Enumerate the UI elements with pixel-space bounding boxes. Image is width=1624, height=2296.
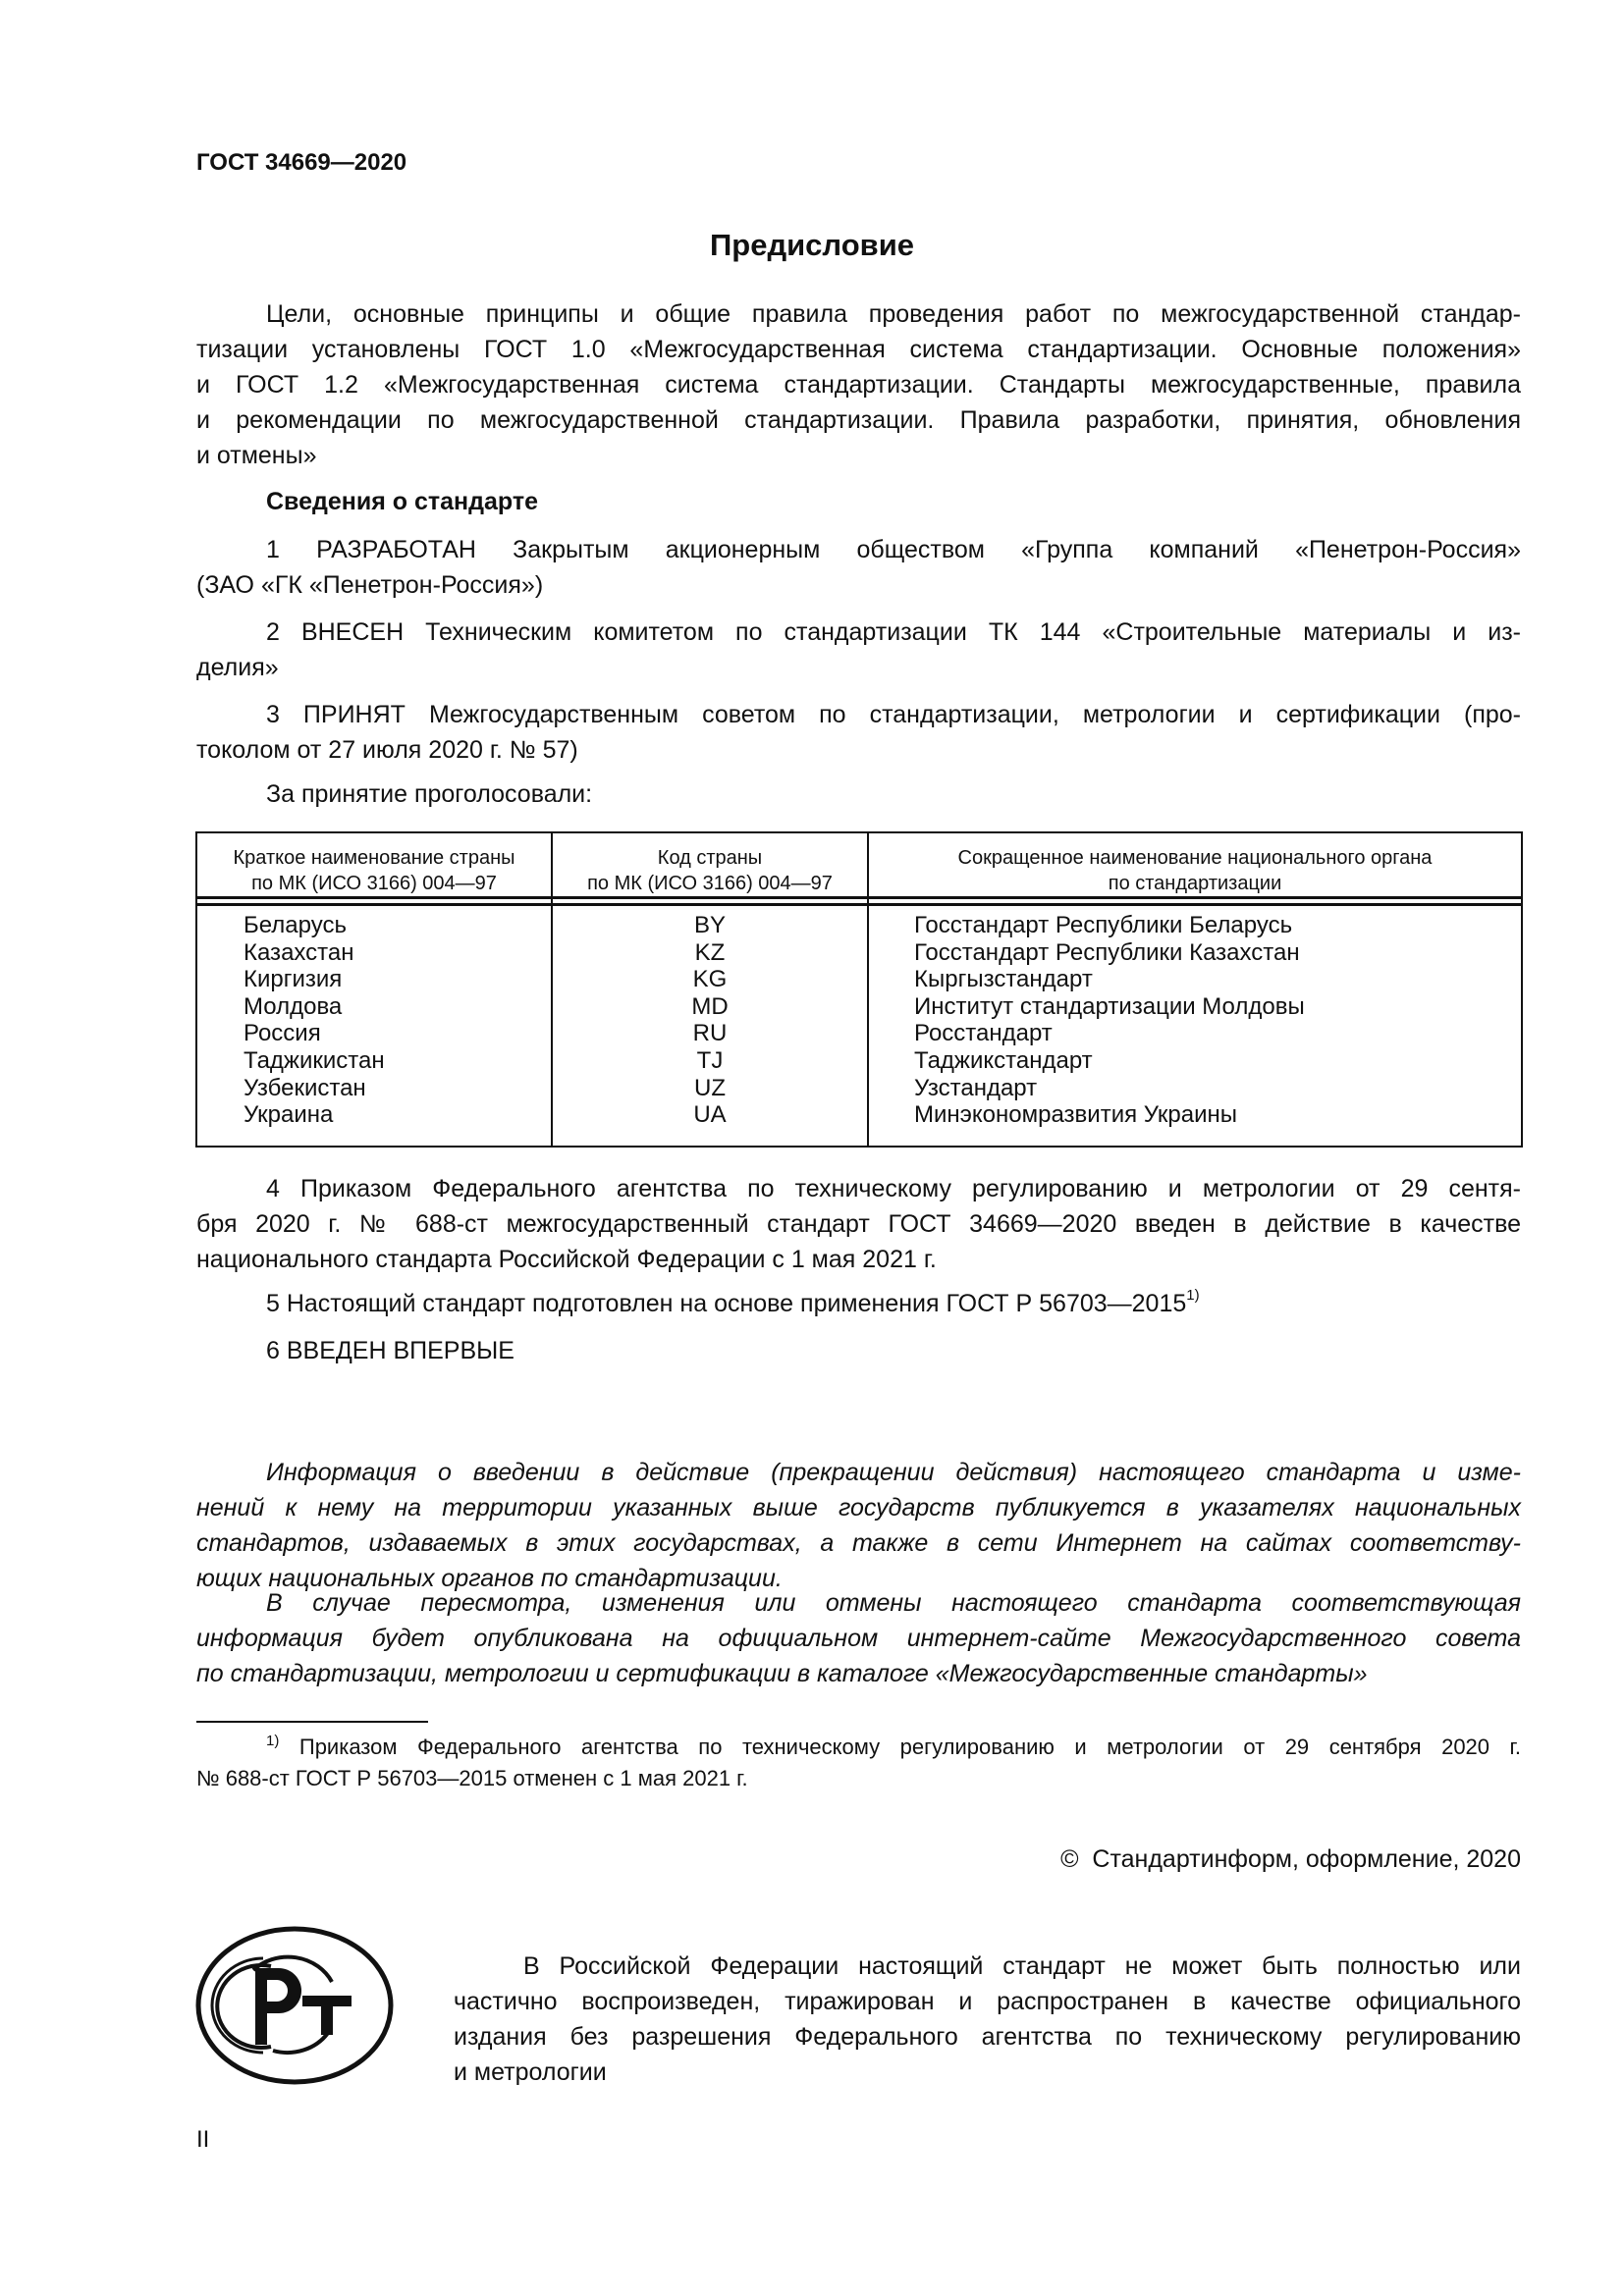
text-line: Цели, основные принципы и общие правила проведения работ по межгосударственной стандар- bbox=[266, 300, 1521, 328]
table-cell: Киргизия bbox=[244, 966, 343, 993]
info-paragraph-1 bbox=[196, 1455, 1521, 1596]
table-cell: Кыргызстандарт bbox=[914, 966, 1093, 993]
table-cell: Россия bbox=[244, 1020, 321, 1047]
table-cell: KG bbox=[692, 966, 728, 993]
table-cell: Таджикстандарт bbox=[914, 1046, 1093, 1074]
table-cell: RU bbox=[692, 1020, 728, 1047]
footnote-line: Приказом Федерального агентства по техническому регулированию и метрологии от 29 сентября 2020 г. bbox=[298, 1735, 1521, 1759]
text-line: В случае пересмотра, изменения или отмены настоящего стандарта соответствующая bbox=[266, 1589, 1521, 1617]
text-line: и ГОСТ 1.2 «Межгосударственная система стандартизации. Стандарты межгосударственные, правила bbox=[196, 371, 1521, 399]
text-line: (ЗАО «ГК «Пенетрон-Россия») bbox=[196, 571, 544, 599]
item-3 bbox=[196, 697, 1521, 768]
text-line: по стандартизации, метрологии и сертификации в каталоге «Межгосударственные стандарты» bbox=[196, 1660, 1368, 1687]
header-line: Код страны bbox=[657, 847, 763, 869]
voting-table bbox=[195, 831, 1523, 1148]
copyright: © Стандартинформ, оформление, 2020 bbox=[1060, 1845, 1521, 1873]
header-line: по МК (ИСО 3166) 004—97 bbox=[587, 873, 833, 894]
page-title: Предисловие bbox=[709, 228, 914, 262]
header-line: по стандартизации bbox=[1108, 873, 1282, 894]
table-cell: UA bbox=[693, 1101, 727, 1129]
table-cell: Узстандарт bbox=[914, 1074, 1038, 1101]
item-5-text: 5 Настоящий стандарт подготовлен на основе применения ГОСТ Р 56703—2015 bbox=[266, 1290, 1187, 1317]
info-paragraph-2 bbox=[196, 1585, 1521, 1691]
header-country bbox=[197, 845, 551, 896]
footnote-mark: 1) bbox=[266, 1733, 280, 1749]
table-cell: MD bbox=[691, 992, 729, 1020]
table-cell: Институт стандартизации Молдовы bbox=[914, 992, 1305, 1020]
footnote-rule bbox=[196, 1721, 428, 1723]
rights-notice bbox=[454, 1949, 1521, 2090]
page-number: II bbox=[196, 2126, 210, 2153]
table-cell: KZ bbox=[694, 938, 726, 966]
text-line: нений к нему на территории указанных выше государств публикуется в указателях национальных bbox=[196, 1494, 1521, 1522]
table-cell: TJ bbox=[696, 1046, 724, 1074]
text-line: национального стандарта Российской Федерации с 1 мая 2021 г. bbox=[196, 1246, 937, 1273]
text-line: тизации установлены ГОСТ 1.0 «Межгосударственная система стандартизации. Основные положения» bbox=[196, 336, 1521, 363]
table-cell: Казахстан bbox=[244, 938, 354, 966]
header-line: Сокращенное наименование национального органа bbox=[957, 847, 1433, 869]
text-line: Информация о введении в действие (прекращении действия) настоящего стандарта и изме- bbox=[266, 1459, 1521, 1486]
text-line: и метрологии bbox=[454, 2058, 607, 2086]
item-2 bbox=[196, 614, 1521, 685]
text-line: информация будет опубликована на официальном интернет-сайте Межгосударственного совета bbox=[196, 1625, 1521, 1652]
text-line: и отмены» bbox=[196, 442, 317, 469]
header-rule bbox=[197, 903, 1521, 906]
table-cell: Молдова bbox=[244, 992, 343, 1020]
text-line: бря 2020 г. № 688-ст межгосударственный стандарт ГОСТ 34669—2020 введен в действие в качестве bbox=[196, 1210, 1521, 1238]
table-cell: Росстандарт bbox=[914, 1020, 1053, 1047]
text-line: стандартов, издаваемых в этих государствах, а также в сети Интернет на сайтах соответству- bbox=[196, 1529, 1521, 1557]
text-line: токолом от 27 июля 2020 г. № 57) bbox=[196, 736, 578, 764]
countries-column bbox=[244, 912, 385, 1129]
item-4 bbox=[196, 1171, 1521, 1277]
bodies-column bbox=[914, 912, 1305, 1129]
voted-label: За принятие проголосовали: bbox=[266, 780, 593, 808]
item-6: 6 ВВЕДЕН ВПЕРВЫЕ bbox=[266, 1337, 514, 1364]
footnote-line: № 688-ст ГОСТ Р 56703—2015 отменен с 1 мая 2021 г. bbox=[196, 1766, 748, 1790]
text-line: 1 РАЗРАБОТАН Закрытым акционерным обществом «Группа компаний «Пенетрон-Россия» bbox=[266, 536, 1521, 563]
table-cell: Минэкономразвития Украины bbox=[914, 1101, 1238, 1129]
header-code bbox=[553, 845, 867, 896]
header-rule bbox=[197, 896, 1521, 899]
item-5 bbox=[266, 1286, 1200, 1321]
table-cell: BY bbox=[693, 912, 726, 938]
table-cell: Беларусь bbox=[244, 912, 347, 938]
header-body bbox=[869, 845, 1521, 896]
doc-header: ГОСТ 34669—2020 bbox=[196, 149, 407, 176]
section-heading: Сведения о стандарте bbox=[266, 488, 539, 515]
text-line: ющих национальных органов по стандартизации. bbox=[196, 1565, 783, 1592]
intro-paragraph bbox=[196, 296, 1521, 473]
text-line: частично воспроизведен, тиражирован и распространен в качестве официального bbox=[454, 1988, 1521, 2015]
footnote bbox=[196, 1732, 1521, 1794]
table-cell: Украина bbox=[244, 1101, 334, 1129]
table-cell: Госстандарт Республики Беларусь bbox=[914, 912, 1293, 938]
table-cell: Узбекистан bbox=[244, 1074, 366, 1101]
text-line: и рекомендации по межгосударственной стандартизации. Правила разработки, принятия, обновления bbox=[196, 406, 1521, 434]
text-line: издания без разрешения Федерального агентства по техническому регулированию bbox=[454, 2023, 1521, 2051]
header-line: Краткое наименование страны bbox=[233, 847, 515, 869]
item-1 bbox=[196, 532, 1521, 603]
footnote-ref[interactable]: 1) bbox=[1186, 1287, 1200, 1304]
text-line: делия» bbox=[196, 654, 279, 681]
text-line: В Российской Федерации настоящий стандарт не может быть полностью или bbox=[523, 1952, 1521, 1980]
text-line: 4 Приказом Федерального агентства по техническому регулированию и метрологии от 29 сентя- bbox=[266, 1175, 1521, 1202]
rst-logo bbox=[194, 1925, 395, 2086]
text-line: 2 ВНЕСЕН Техническим комитетом по стандартизации ТК 144 «Строительные материалы и из- bbox=[266, 618, 1521, 646]
table-cell: Госстандарт Республики Казахстан bbox=[914, 938, 1300, 966]
header-line: по МК (ИСО 3166) 004—97 bbox=[251, 873, 497, 894]
codes-column bbox=[553, 912, 867, 1129]
text-line: 3 ПРИНЯТ Межгосударственным советом по стандартизации, метрологии и сертификации (про- bbox=[266, 701, 1521, 728]
table-cell: UZ bbox=[694, 1074, 726, 1101]
table-cell: Таджикистан bbox=[244, 1046, 385, 1074]
